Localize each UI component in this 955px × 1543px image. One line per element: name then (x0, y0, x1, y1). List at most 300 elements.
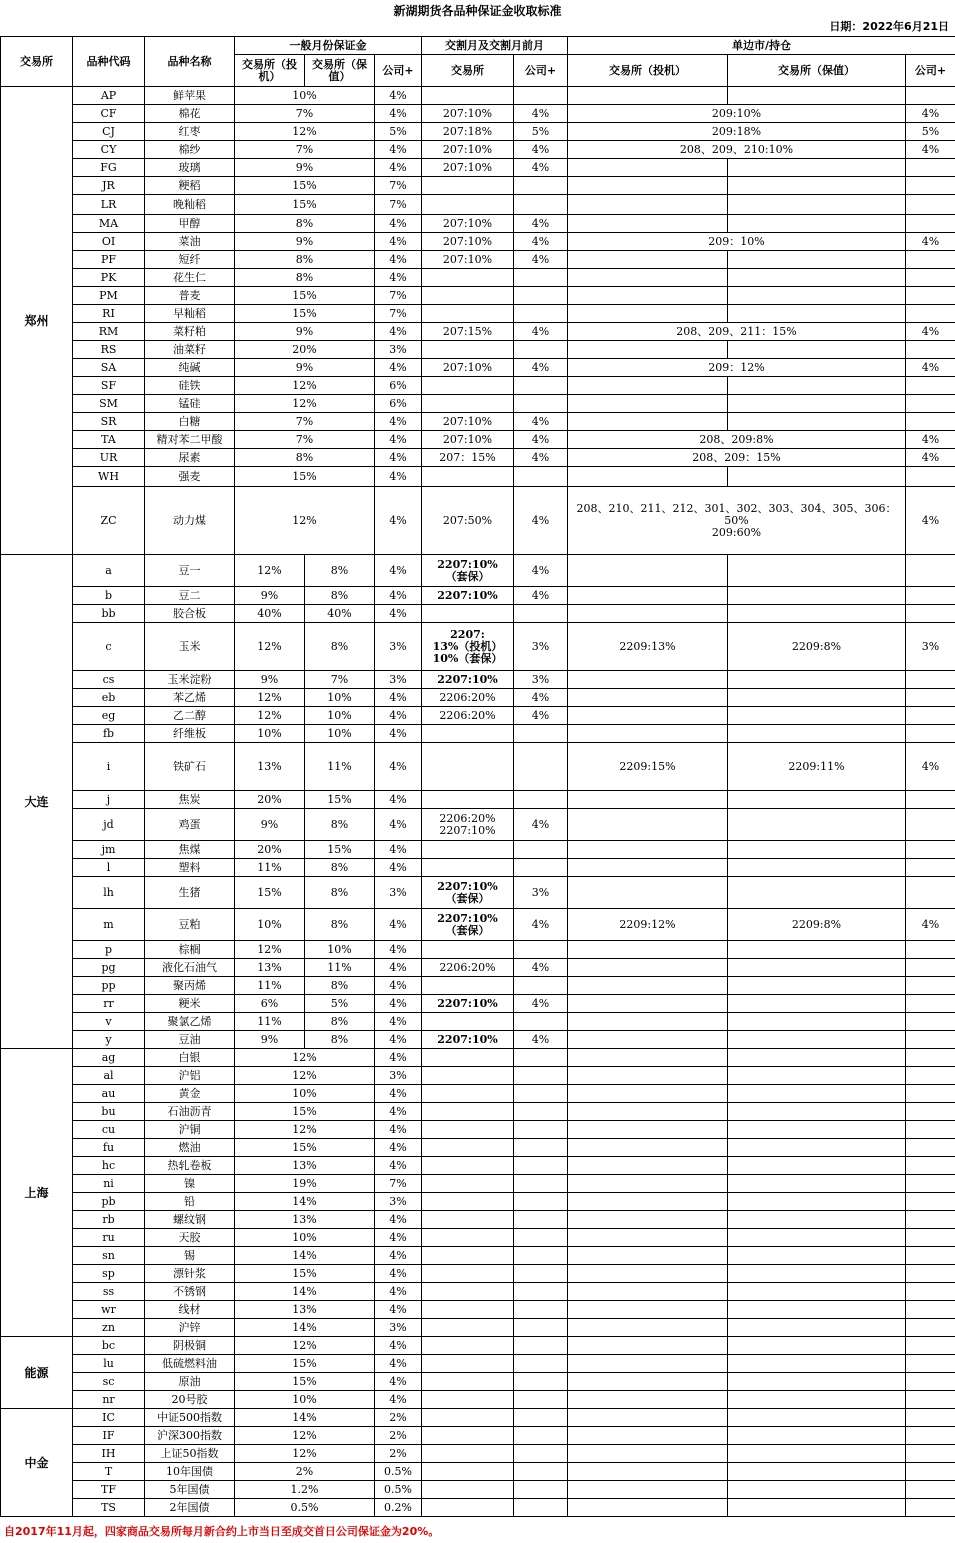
general-company-plus: 4% (375, 1283, 422, 1301)
unilateral-margin-hedge: 2209:8% (728, 623, 906, 671)
delivery-company-plus (514, 743, 568, 791)
product-name: 黄金 (145, 1085, 235, 1103)
delivery-margin: 2206:20% (422, 959, 514, 977)
product-name: 焦炭 (145, 791, 235, 809)
delivery-company-plus: 4% (514, 487, 568, 555)
delivery-company-plus (514, 467, 568, 487)
general-company-plus: 4% (375, 467, 422, 487)
unilateral-company-plus (906, 1247, 955, 1265)
table-row (1, 671, 955, 689)
unilateral-margin-spec (568, 1265, 728, 1283)
delivery-company-plus (514, 605, 568, 623)
delivery-margin (422, 1391, 514, 1409)
product-code: LR (73, 195, 145, 215)
delivery-margin: 207:10% (422, 105, 514, 123)
delivery-company-plus: 4% (514, 555, 568, 587)
product-name: 阴极铜 (145, 1337, 235, 1355)
delivery-company-plus (514, 1409, 568, 1427)
delivery-margin: 207:10% (422, 359, 514, 377)
delivery-company-plus (514, 377, 568, 395)
product-code: lu (73, 1355, 145, 1373)
general-company-plus: 4% (375, 1085, 422, 1103)
general-margin: 9% (235, 359, 375, 377)
unilateral-company-plus (906, 809, 955, 841)
unilateral-company-plus (906, 995, 955, 1013)
unilateral-company-plus (906, 1049, 955, 1067)
delivery-company-plus (514, 1229, 568, 1247)
general-margin-hedge: 10% (305, 725, 375, 743)
unilateral-margin-hedge (728, 725, 906, 743)
product-name: 上证50指数 (145, 1445, 235, 1463)
product-name: 塑料 (145, 859, 235, 877)
table-row (1, 1193, 955, 1211)
unilateral-company-plus (906, 671, 955, 689)
delivery-margin (422, 1481, 514, 1499)
delivery-company-plus (514, 1067, 568, 1085)
general-company-plus: 4% (375, 1157, 422, 1175)
general-margin: 15% (235, 287, 375, 305)
delivery-company-plus: 3% (514, 877, 568, 909)
delivery-margin (422, 1337, 514, 1355)
general-margin: 15% (235, 305, 375, 323)
general-margin-hedge: 8% (305, 555, 375, 587)
unilateral-company-plus (906, 1175, 955, 1193)
unilateral-company-plus (906, 841, 955, 859)
product-name: 花生仁 (145, 269, 235, 287)
product-code: fb (73, 725, 145, 743)
delivery-margin (422, 859, 514, 877)
product-code: zn (73, 1319, 145, 1337)
unilateral-margin-spec (568, 1373, 728, 1391)
unilateral-margin-spec (568, 725, 728, 743)
general-company-plus: 7% (375, 177, 422, 195)
unilateral-margin-spec (568, 1409, 728, 1427)
product-code: pg (73, 959, 145, 977)
table-row (1, 877, 955, 909)
unilateral-margin-hedge (728, 1013, 906, 1031)
product-code: ZC (73, 487, 145, 555)
unilateral-company-plus (906, 395, 955, 413)
unilateral-margin-hedge (728, 87, 906, 105)
general-margin: 9% (235, 159, 375, 177)
product-code: IC (73, 1409, 145, 1427)
product-code: v (73, 1013, 145, 1031)
delivery-company-plus: 4% (514, 105, 568, 123)
unilateral-company-plus (906, 977, 955, 995)
unilateral-margin-spec (568, 215, 728, 233)
product-name: 豆粕 (145, 909, 235, 941)
delivery-margin: 207:10% (422, 251, 514, 269)
delivery-company-plus: 4% (514, 233, 568, 251)
product-name: 粳米 (145, 995, 235, 1013)
unilateral-company-plus (906, 1085, 955, 1103)
unilateral-company-plus (906, 605, 955, 623)
unilateral-margin-hedge (728, 467, 906, 487)
general-margin-spec: 11% (235, 859, 305, 877)
unilateral-margin-hedge (728, 1103, 906, 1121)
product-code: TA (73, 431, 145, 449)
general-margin: 14% (235, 1247, 375, 1265)
product-code: pp (73, 977, 145, 995)
table-row (1, 431, 955, 449)
product-code: WH (73, 467, 145, 487)
product-name: 玉米 (145, 623, 235, 671)
product-code: sn (73, 1247, 145, 1265)
delivery-company-plus (514, 177, 568, 195)
product-code: SF (73, 377, 145, 395)
general-company-plus: 7% (375, 1175, 422, 1193)
product-code: cs (73, 671, 145, 689)
product-name: 油菜籽 (145, 341, 235, 359)
general-margin-spec: 13% (235, 743, 305, 791)
table-row (1, 1265, 955, 1283)
header-delivery-company: 公司+ (514, 55, 568, 87)
unilateral-company-plus (906, 1193, 955, 1211)
delivery-company-plus (514, 1427, 568, 1445)
header-name: 品种名称 (145, 37, 235, 87)
general-company-plus: 4% (375, 959, 422, 977)
delivery-company-plus (514, 395, 568, 413)
exchange-name: 上海 (1, 1049, 73, 1337)
table-row (1, 141, 955, 159)
header-delivery: 交割月及交割月前月 (422, 37, 568, 55)
delivery-company-plus: 4% (514, 1031, 568, 1049)
table-row (1, 1067, 955, 1085)
general-company-plus: 4% (375, 431, 422, 449)
general-company-plus: 4% (375, 233, 422, 251)
unilateral-company-plus (906, 1013, 955, 1031)
product-name: 强麦 (145, 467, 235, 487)
general-margin: 12% (235, 1337, 375, 1355)
product-name: 热轧卷板 (145, 1157, 235, 1175)
general-company-plus: 4% (375, 791, 422, 809)
product-code: j (73, 791, 145, 809)
general-company-plus: 4% (375, 1211, 422, 1229)
unilateral-margin-spec (568, 1301, 728, 1319)
unilateral-margin-hedge (728, 959, 906, 977)
product-code: PF (73, 251, 145, 269)
delivery-company-plus (514, 859, 568, 877)
unilateral-margin-hedge (728, 215, 906, 233)
table-row (1, 1121, 955, 1139)
delivery-company-plus: 4% (514, 449, 568, 467)
table-row (1, 287, 955, 305)
product-code: ag (73, 1049, 145, 1067)
delivery-company-plus (514, 1319, 568, 1337)
general-margin: 9% (235, 233, 375, 251)
unilateral-margin-hedge (728, 1499, 906, 1517)
delivery-margin (422, 1013, 514, 1031)
header-uni-hedge: 交易所（保值） (728, 55, 906, 87)
delivery-margin: 2206:20% 2207:10% (422, 809, 514, 841)
delivery-company-plus (514, 1049, 568, 1067)
table-row (1, 995, 955, 1013)
unilateral-margin-hedge (728, 587, 906, 605)
delivery-company-plus (514, 1301, 568, 1319)
margin-table (0, 36, 955, 1517)
delivery-company-plus (514, 1247, 568, 1265)
product-name: 燃油 (145, 1139, 235, 1157)
table-row (1, 1337, 955, 1355)
table-row (1, 1157, 955, 1175)
unilateral-company-plus (906, 87, 955, 105)
delivery-margin (422, 1427, 514, 1445)
table-row (1, 487, 955, 555)
general-margin-hedge: 8% (305, 623, 375, 671)
delivery-margin (422, 287, 514, 305)
delivery-company-plus: 4% (514, 707, 568, 725)
table-row (1, 87, 955, 105)
unilateral-margin-hedge (728, 1481, 906, 1499)
unilateral-margin-hedge: 2209:8% (728, 909, 906, 941)
general-company-plus: 4% (375, 105, 422, 123)
general-margin-hedge: 10% (305, 941, 375, 959)
unilateral-margin-spec (568, 1103, 728, 1121)
general-margin-hedge: 8% (305, 909, 375, 941)
delivery-company-plus (514, 1355, 568, 1373)
unilateral-company-plus (906, 177, 955, 195)
general-company-plus: 4% (375, 587, 422, 605)
product-name: 锡 (145, 1247, 235, 1265)
unilateral-company-plus (906, 1229, 955, 1247)
general-company-plus: 4% (375, 707, 422, 725)
unilateral-margin: 208、209、210:10% (568, 141, 906, 159)
general-margin: 14% (235, 1319, 375, 1337)
unilateral-company-plus (906, 859, 955, 877)
unilateral-company-plus (906, 555, 955, 587)
table-row (1, 1427, 955, 1445)
general-company-plus: 4% (375, 1391, 422, 1409)
unilateral-margin-hedge: 2209:11% (728, 743, 906, 791)
product-code: wr (73, 1301, 145, 1319)
unilateral-margin-hedge (728, 1175, 906, 1193)
unilateral-company-plus (906, 959, 955, 977)
delivery-margin (422, 1463, 514, 1481)
product-code: TS (73, 1499, 145, 1517)
general-margin-spec: 11% (235, 977, 305, 995)
unilateral-margin-hedge (728, 1211, 906, 1229)
product-code: PK (73, 269, 145, 287)
general-company-plus: 4% (375, 941, 422, 959)
product-code: ss (73, 1283, 145, 1301)
delivery-margin (422, 1319, 514, 1337)
delivery-company-plus: 4% (514, 215, 568, 233)
unilateral-margin-hedge (728, 413, 906, 431)
product-code: SR (73, 413, 145, 431)
general-company-plus: 3% (375, 877, 422, 909)
table-row (1, 123, 955, 141)
unilateral-margin-spec (568, 1013, 728, 1031)
product-name: 纤维板 (145, 725, 235, 743)
general-margin: 8% (235, 449, 375, 467)
delivery-company-plus (514, 1445, 568, 1463)
unilateral-margin-spec (568, 1445, 728, 1463)
unilateral-company-plus: 4% (906, 323, 955, 341)
unilateral-company-plus (906, 159, 955, 177)
general-margin: 12% (235, 487, 375, 555)
product-name: 乙二醇 (145, 707, 235, 725)
general-company-plus: 4% (375, 859, 422, 877)
header-exchange: 交易所 (1, 37, 73, 87)
product-code: ru (73, 1229, 145, 1247)
general-company-plus: 4% (375, 1103, 422, 1121)
product-code: a (73, 555, 145, 587)
unilateral-margin-hedge (728, 671, 906, 689)
general-company-plus: 5% (375, 123, 422, 141)
unilateral-company-plus (906, 877, 955, 909)
delivery-margin: 2206:20% (422, 707, 514, 725)
unilateral-margin-spec (568, 859, 728, 877)
general-company-plus: 4% (375, 1373, 422, 1391)
unilateral-margin-spec (568, 1391, 728, 1409)
general-company-plus: 4% (375, 251, 422, 269)
product-name: 液化石油气 (145, 959, 235, 977)
general-margin-hedge: 15% (305, 841, 375, 859)
unilateral-margin-spec: 2209:12% (568, 909, 728, 941)
delivery-company-plus (514, 87, 568, 105)
unilateral-company-plus (906, 1463, 955, 1481)
product-name: 铁矿石 (145, 743, 235, 791)
delivery-margin: 2207:10% （套保） (422, 877, 514, 909)
product-name: 动力煤 (145, 487, 235, 555)
general-margin-hedge: 10% (305, 689, 375, 707)
product-name: 20号胶 (145, 1391, 235, 1409)
unilateral-margin-spec (568, 555, 728, 587)
unilateral-margin-spec (568, 195, 728, 215)
unilateral-company-plus: 4% (906, 141, 955, 159)
product-name: 漂针浆 (145, 1265, 235, 1283)
unilateral-margin-spec (568, 341, 728, 359)
product-code: au (73, 1085, 145, 1103)
general-company-plus: 4% (375, 215, 422, 233)
unilateral-margin-spec (568, 587, 728, 605)
unilateral-company-plus (906, 1373, 955, 1391)
unilateral-margin-spec (568, 1049, 728, 1067)
product-name: 豆一 (145, 555, 235, 587)
general-company-plus: 4% (375, 487, 422, 555)
general-company-plus: 3% (375, 1067, 422, 1085)
table-row (1, 605, 955, 623)
unilateral-margin: 209:10% (568, 105, 906, 123)
delivery-company-plus: 3% (514, 623, 568, 671)
unilateral-margin-hedge (728, 1427, 906, 1445)
product-name: 白银 (145, 1049, 235, 1067)
product-name: 普麦 (145, 287, 235, 305)
delivery-margin (422, 305, 514, 323)
product-code: nr (73, 1391, 145, 1409)
delivery-margin: 2207:10% (422, 587, 514, 605)
general-margin: 15% (235, 1373, 375, 1391)
table-row (1, 467, 955, 487)
unilateral-margin-hedge (728, 841, 906, 859)
delivery-margin: 207:10% (422, 413, 514, 431)
unilateral-margin-hedge (728, 1355, 906, 1373)
general-margin-hedge: 8% (305, 809, 375, 841)
table-row (1, 323, 955, 341)
table-row (1, 1355, 955, 1373)
unilateral-margin-hedge (728, 555, 906, 587)
unilateral-margin-hedge (728, 377, 906, 395)
unilateral-company-plus (906, 791, 955, 809)
unilateral-margin: 208、210、211、212、301、302、303、304、305、306：50% 209:60% (568, 487, 906, 555)
general-margin: 12% (235, 1121, 375, 1139)
unilateral-margin-spec (568, 1319, 728, 1337)
general-company-plus: 4% (375, 1301, 422, 1319)
delivery-margin (422, 1157, 514, 1175)
unilateral-company-plus (906, 1139, 955, 1157)
product-code: al (73, 1067, 145, 1085)
unilateral-margin-spec (568, 1157, 728, 1175)
general-margin: 8% (235, 251, 375, 269)
unilateral-margin-hedge (728, 1067, 906, 1085)
general-company-plus: 4% (375, 87, 422, 105)
delivery-company-plus (514, 305, 568, 323)
delivery-margin (422, 1193, 514, 1211)
general-margin-spec: 20% (235, 841, 305, 859)
unilateral-company-plus: 4% (906, 359, 955, 377)
unilateral-margin-hedge (728, 1319, 906, 1337)
general-margin-hedge: 15% (305, 791, 375, 809)
unilateral-margin-hedge (728, 1445, 906, 1463)
unilateral-margin-hedge (728, 1373, 906, 1391)
unilateral-margin-hedge (728, 1229, 906, 1247)
general-margin-spec: 9% (235, 587, 305, 605)
table-row (1, 1229, 955, 1247)
unilateral-company-plus (906, 1355, 955, 1373)
unilateral-margin-spec (568, 251, 728, 269)
product-name: 棕榈 (145, 941, 235, 959)
unilateral-margin-hedge (728, 791, 906, 809)
delivery-company-plus: 4% (514, 413, 568, 431)
unilateral-margin-hedge (728, 341, 906, 359)
general-margin: 15% (235, 1265, 375, 1283)
general-margin: 15% (235, 1103, 375, 1121)
product-code: m (73, 909, 145, 941)
delivery-company-plus (514, 1211, 568, 1229)
delivery-company-plus (514, 1193, 568, 1211)
delivery-margin: 2207:10% （套保） (422, 909, 514, 941)
product-name: 沪铜 (145, 1121, 235, 1139)
unilateral-margin-spec (568, 1067, 728, 1085)
delivery-margin (422, 341, 514, 359)
delivery-company-plus: 4% (514, 587, 568, 605)
delivery-margin (422, 1067, 514, 1085)
unilateral-company-plus: 5% (906, 123, 955, 141)
product-code: CJ (73, 123, 145, 141)
general-margin-hedge: 10% (305, 707, 375, 725)
delivery-company-plus (514, 1337, 568, 1355)
product-code: RS (73, 341, 145, 359)
table-row (1, 1301, 955, 1319)
unilateral-company-plus (906, 1391, 955, 1409)
unilateral-margin-hedge (728, 1139, 906, 1157)
product-code: IH (73, 1445, 145, 1463)
general-margin: 7% (235, 413, 375, 431)
unilateral-margin-hedge (728, 1247, 906, 1265)
unilateral-company-plus (906, 1337, 955, 1355)
unilateral-margin: 209：10% (568, 233, 906, 251)
unilateral-margin: 209：12% (568, 359, 906, 377)
product-name: 胶合板 (145, 605, 235, 623)
table-row (1, 555, 955, 587)
table-row (1, 1391, 955, 1409)
unilateral-company-plus (906, 377, 955, 395)
general-margin-spec: 20% (235, 791, 305, 809)
unilateral-margin-spec (568, 1175, 728, 1193)
general-margin: 15% (235, 1355, 375, 1373)
delivery-margin (422, 743, 514, 791)
product-code: c (73, 623, 145, 671)
